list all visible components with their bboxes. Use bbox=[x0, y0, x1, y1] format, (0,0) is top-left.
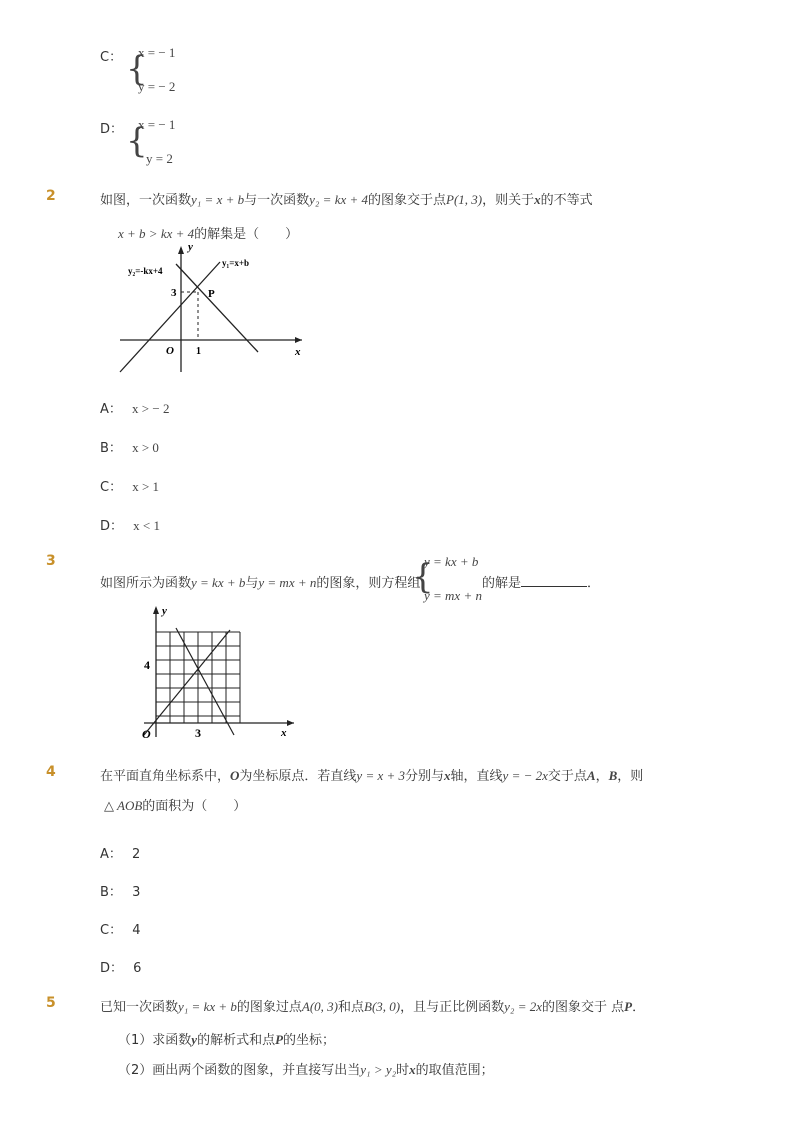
question-stem-line2: x + b > kx + 4的解集是（ ） bbox=[118, 226, 299, 242]
label-y: y bbox=[162, 605, 167, 617]
equation-line: y = 2 bbox=[146, 151, 173, 166]
answer-blank[interactable] bbox=[521, 574, 587, 587]
q2-option-c[interactable]: C： x > 1 bbox=[100, 479, 160, 495]
tick-1: 1 bbox=[196, 346, 201, 357]
label-y: y bbox=[188, 241, 193, 253]
label-x: x bbox=[295, 346, 301, 358]
tick-4: 4 bbox=[144, 658, 150, 672]
line-y2 bbox=[176, 264, 258, 352]
q4-option-d[interactable]: D： 6 bbox=[100, 961, 142, 976]
grid bbox=[156, 632, 240, 723]
q2-option-d[interactable]: D： x < 1 bbox=[100, 518, 160, 534]
q3-figure bbox=[138, 602, 298, 742]
x-axis-arrow bbox=[295, 337, 302, 343]
q4-option-a[interactable]: A： 2 bbox=[100, 847, 141, 862]
question-stem: 如图，一次函数y₁ = x + b与一次函数y₂ = kx + 4的图象交于点P(1, 3)，则关于x的不等式 bbox=[100, 192, 593, 208]
question-stem: 如图所示为函数y = kx + b与y = mx + n的图象，则方程组 bbox=[100, 575, 421, 591]
q2-figure bbox=[116, 240, 306, 374]
brace: { bbox=[412, 557, 434, 597]
question-stem: 已知一次函数y₁ = kx + b的图象过点A(0, 3)和点B(3, 0)，且与正比例函数y₂ = 2x的图象交于 点P． bbox=[100, 999, 646, 1015]
question-number: 4 bbox=[46, 764, 56, 780]
equation-line: x = − 1 bbox=[138, 45, 176, 60]
question-number: 3 bbox=[46, 553, 56, 569]
option-label: D： bbox=[100, 122, 124, 137]
label-x: x bbox=[281, 727, 287, 739]
equation-line: x = − 1 bbox=[138, 117, 176, 132]
label-origin: O bbox=[166, 345, 174, 357]
q2-option-a[interactable]: A： x > − 2 bbox=[100, 401, 170, 417]
question-number: 2 bbox=[46, 188, 56, 204]
tick-3: 3 bbox=[195, 726, 201, 740]
system-line-1: y = kx + b bbox=[424, 554, 479, 569]
question-stem-line2: △ AOB的面积为（ ） bbox=[104, 798, 247, 814]
brace: { bbox=[126, 121, 148, 161]
sub-question-1: （1）求函数y的解析式和点P的坐标； bbox=[118, 1032, 336, 1048]
question-stem: 在平面直角坐标系中，O为坐标原点．若直线y = x + 3分别与x轴，直线y = − 2x交于点A，B，则 bbox=[100, 768, 644, 784]
equation-line: y = − 2 bbox=[138, 79, 176, 94]
label-origin: O bbox=[142, 727, 151, 741]
label-y2: y₂=-kx+4 bbox=[128, 266, 163, 276]
y-axis-arrow bbox=[153, 606, 159, 614]
brace: { bbox=[126, 49, 148, 89]
question-number: 5 bbox=[46, 995, 56, 1011]
q4-option-c[interactable]: C： 4 bbox=[100, 923, 141, 938]
system-line-2: y = mx + n bbox=[424, 588, 482, 603]
label-p: P bbox=[208, 288, 215, 300]
x-axis-arrow bbox=[287, 720, 294, 726]
option-label: C： bbox=[100, 50, 123, 65]
tick-3: 3 bbox=[171, 287, 177, 299]
question-stem-tail: 的解是 ． bbox=[482, 576, 601, 591]
sub-question-2: （2）画出两个函数的图象，并直接写出当y₁ > y₂时x的取值范围； bbox=[118, 1062, 494, 1078]
q2-option-b[interactable]: B： x > 0 bbox=[100, 440, 159, 456]
label-y1: y₁=x+b bbox=[222, 258, 249, 268]
y-axis-arrow bbox=[178, 246, 184, 254]
line-y-mx-n bbox=[176, 628, 234, 735]
q4-option-b[interactable]: B： 3 bbox=[100, 885, 141, 900]
